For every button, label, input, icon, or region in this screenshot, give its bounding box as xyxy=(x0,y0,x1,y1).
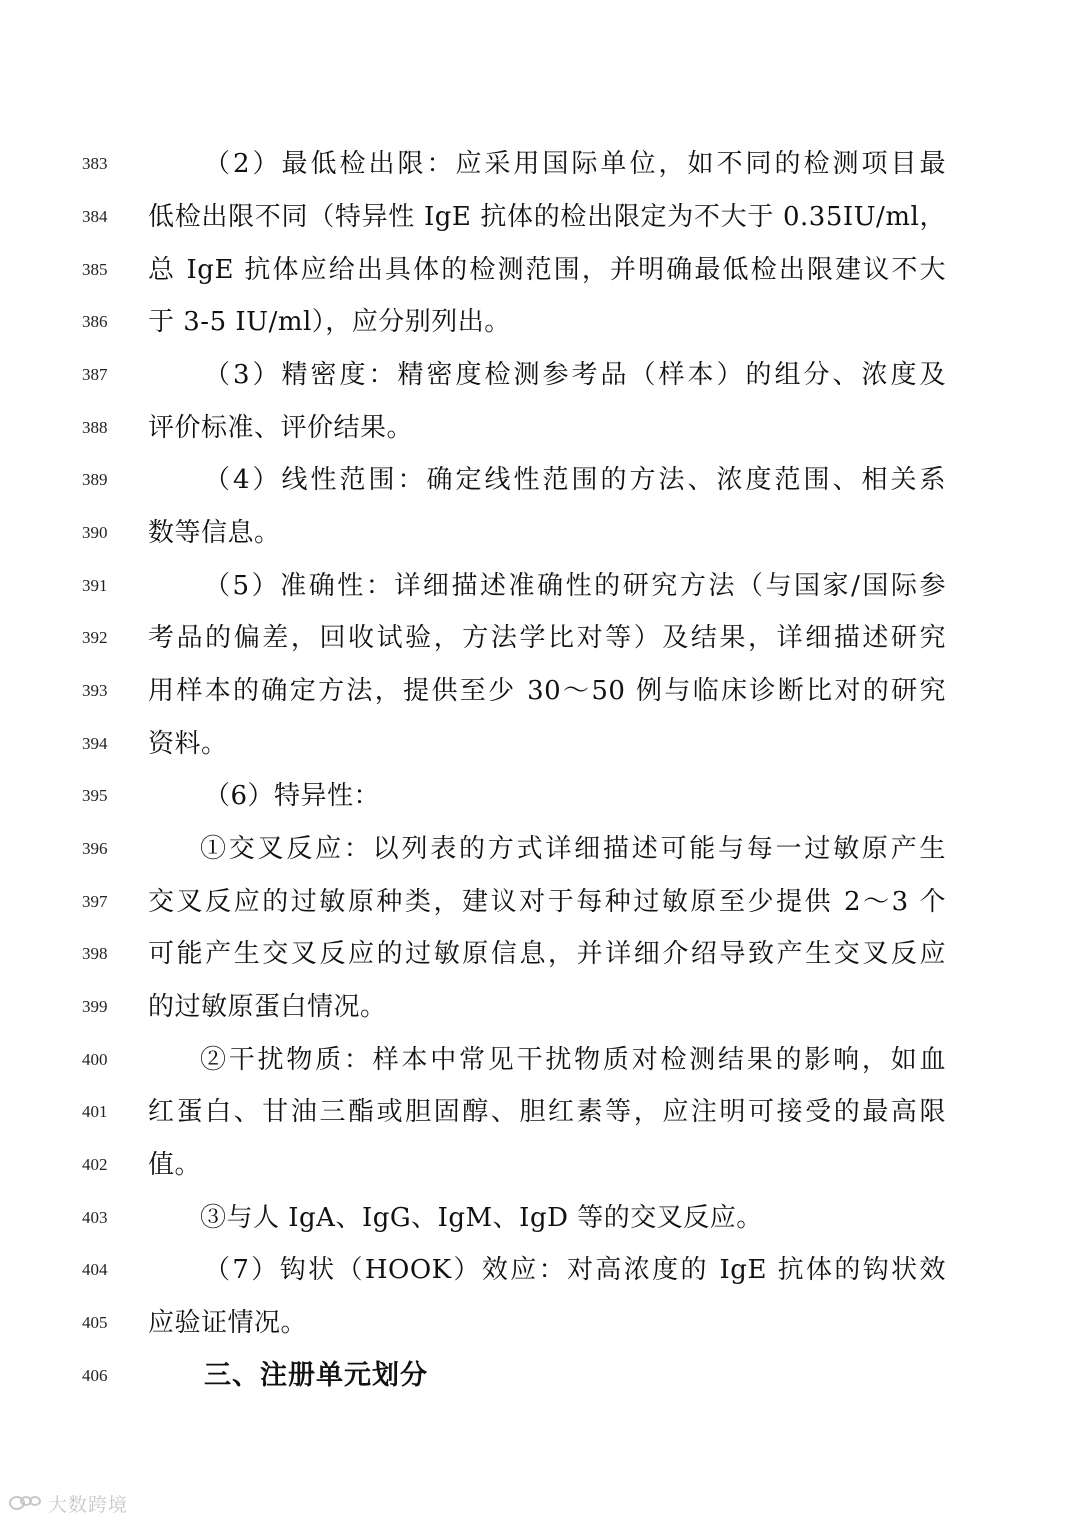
line-401 xyxy=(0,1092,1080,1132)
line-399 xyxy=(0,987,1080,1027)
line-text: （3）精密度：精密度检测参考品（样本）的组分、浓度及 xyxy=(204,360,946,390)
line-text: ②干扰物质：样本中常见干扰物质对检测结果的影响，如血 xyxy=(200,1045,946,1075)
line-392 xyxy=(0,618,1080,658)
line-text: 应验证情况。 xyxy=(148,1308,308,1338)
line-number: 396 xyxy=(82,839,108,858)
line-394 xyxy=(0,724,1080,764)
line-390 xyxy=(0,513,1080,553)
line-number: 395 xyxy=(82,786,108,805)
line-number: 388 xyxy=(82,418,108,437)
line-number: 401 xyxy=(82,1102,108,1121)
line-text: 值。 xyxy=(148,1150,202,1180)
line-391 xyxy=(0,566,1080,606)
line-number: 405 xyxy=(82,1313,108,1332)
line-396 xyxy=(0,829,1080,869)
line-number: 404 xyxy=(82,1260,108,1279)
line-number: 398 xyxy=(82,944,108,963)
line-text: 总 IgE 抗体应给出具体的检测范围，并明确最低检出限建议不大 xyxy=(148,255,946,285)
brand-logo-icon xyxy=(8,1492,42,1514)
line-number: 383 xyxy=(82,154,108,173)
line-text: 考品的偏差，回收试验，方法学比对等）及结果，详细描述研究 xyxy=(148,623,946,653)
line-text: 于 3-5 IU/ml），应分别列出。 xyxy=(148,307,511,337)
line-number: 394 xyxy=(82,734,108,753)
line-number: 390 xyxy=(82,523,108,542)
line-number: 389 xyxy=(82,470,108,489)
line-number: 406 xyxy=(82,1366,108,1385)
line-text: 评价标准、评价结果。 xyxy=(148,413,414,443)
line-text: ③与人 IgA、IgG、IgM、IgD 等的交叉反应。 xyxy=(200,1203,763,1233)
line-number: 403 xyxy=(82,1208,108,1227)
line-number: 385 xyxy=(82,260,108,279)
line-number: 399 xyxy=(82,997,108,1016)
line-386 xyxy=(0,302,1080,342)
line-number: 402 xyxy=(82,1155,108,1174)
line-389 xyxy=(0,460,1080,500)
line-text: （5）准确性：详细描述准确性的研究方法（与国家/国际参 xyxy=(204,571,946,601)
line-text: 资料。 xyxy=(148,729,228,759)
line-text: 交叉反应的过敏原种类，建议对于每种过敏原至少提供 2～3 个 xyxy=(148,887,946,917)
line-395 xyxy=(0,776,1080,816)
line-text: 数等信息。 xyxy=(148,518,281,548)
line-text: （6）特异性： xyxy=(204,781,381,811)
line-text: ①交叉反应：以列表的方式详细描述可能与每一过敏原产生 xyxy=(200,834,946,864)
line-number: 386 xyxy=(82,312,108,331)
line-text: 用样本的确定方法，提供至少 30～50 例与临床诊断比对的研究 xyxy=(148,676,946,706)
line-398 xyxy=(0,934,1080,974)
line-number: 400 xyxy=(82,1050,108,1069)
line-402 xyxy=(0,1145,1080,1185)
line-400 xyxy=(0,1040,1080,1080)
line-text: 的过敏原蛋白情况。 xyxy=(148,992,387,1022)
line-number: 387 xyxy=(82,365,108,384)
watermark xyxy=(8,1488,128,1518)
line-393 xyxy=(0,671,1080,711)
line-number: 397 xyxy=(82,892,108,911)
line-number: 391 xyxy=(82,576,108,595)
watermark-text: 大数跨境 xyxy=(48,1493,129,1516)
line-text: （2）最低检出限：应采用国际单位，如不同的检测项目最 xyxy=(204,149,946,179)
line-text: （4）线性范围：确定线性范围的方法、浓度范围、相关系 xyxy=(204,465,946,495)
line-406 xyxy=(0,1356,1080,1396)
line-number: 384 xyxy=(82,207,108,226)
line-384 xyxy=(0,197,1080,237)
section-heading: 三、注册单元划分 xyxy=(204,1360,428,1391)
line-text: 红蛋白、甘油三酯或胆固醇、胆红素等，应注明可接受的最高限 xyxy=(148,1097,946,1127)
line-text: 低检出限不同（特异性 IgE 抗体的检出限定为不大于 0.35IU/ml， xyxy=(148,202,946,232)
line-number: 393 xyxy=(82,681,108,700)
line-388 xyxy=(0,408,1080,448)
line-385 xyxy=(0,250,1080,290)
line-383 xyxy=(0,144,1080,184)
line-405 xyxy=(0,1303,1080,1343)
line-397 xyxy=(0,882,1080,922)
line-text: 可能产生交叉反应的过敏原信息，并详细介绍导致产生交叉反应 xyxy=(148,939,946,969)
line-number: 392 xyxy=(82,628,108,647)
line-403 xyxy=(0,1198,1080,1238)
line-text: （7）钩状（HOOK）效应：对高浓度的 IgE 抗体的钩状效 xyxy=(204,1255,946,1285)
line-387 xyxy=(0,355,1080,395)
line-404 xyxy=(0,1250,1080,1290)
